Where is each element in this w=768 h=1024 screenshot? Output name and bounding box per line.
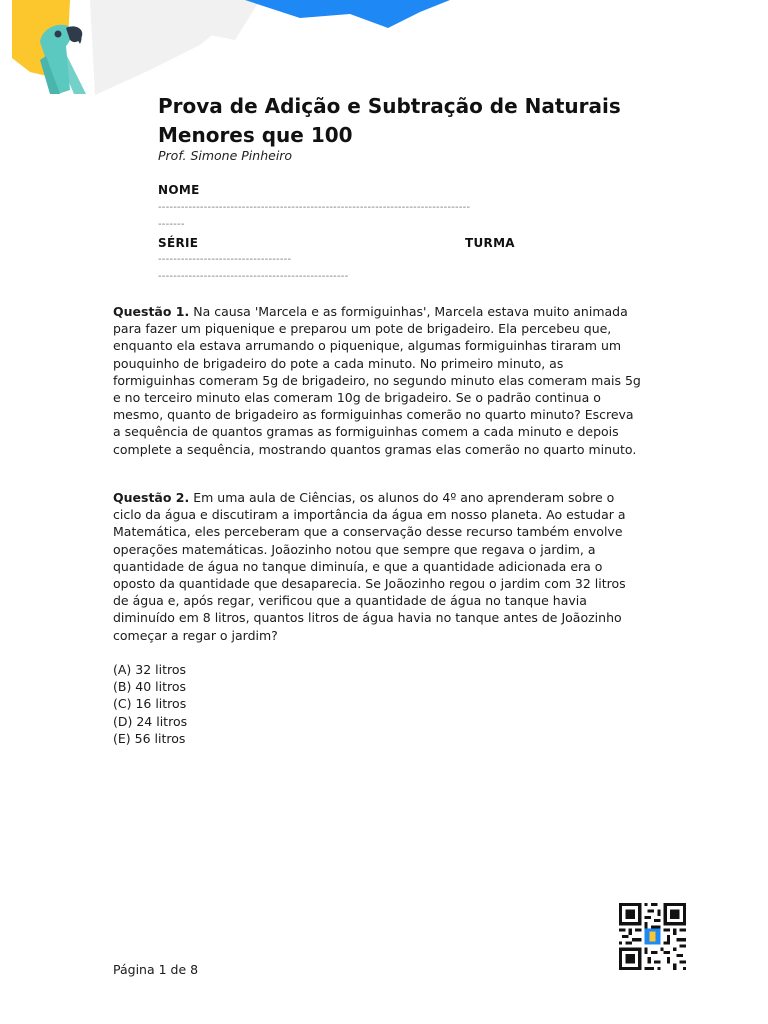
page-number: Página 1 de 8 [113, 962, 199, 977]
document-title: Prova de Adição e Subtração de Naturais Menores que 100 [158, 94, 621, 147]
question-2-options [113, 661, 187, 747]
header-decoration [0, 0, 768, 100]
question-1-label: Questão 1. [113, 304, 190, 319]
serie-label: SÉRIE [158, 236, 199, 250]
nome-line[interactable]: ---------------------------------------------------------------------------------- [158, 202, 471, 213]
turma-line[interactable]: -------------------------------------------------- [158, 271, 349, 282]
option-e[interactable]: (E) 56 litros [113, 730, 186, 746]
option-b[interactable]: (B) 40 litros [113, 679, 187, 695]
question-1-text: Na causa 'Marcela e as formiguinhas', Marcela estava muito animada para fazer um piquenique e preparou um pote de brigadeiro. Ela percebeu que, enquanto ela estava arrumando o piquenique, algumas formiguinhas tiraram um pouquinho de brigadeiro do pote a cada minuto. No primeiro minuto, as formiguinhas comeram 5g de brigadeiro, no segundo minuto elas comeram mais 5g e no terceiro minuto elas comeram 10g de brigadeiro. Se o padrão continua o mesmo, quanto de brigadeiro as formiguinhas comerão no quarto minuto? Escreva a sequência de quantos gramas as formiguinhas comem a cada minuto e depois complete a sequência, mostrando quantos gramas elas comerão no quarto minuto. [113, 304, 641, 457]
option-c[interactable]: (C) 16 litros [113, 696, 187, 712]
option-d[interactable]: (D) 24 litros [113, 713, 188, 729]
serie-line[interactable]: ----------------------------------- [158, 254, 292, 265]
question-2-text: Em uma aula de Ciências, os alunos do 4º ano aprenderam sobre o ciclo da água e discutiram a importância da água em nosso planeta. Ao estudar a Matemática, eles perceberam que a conservação desse recurso também envolve operações matemáticas. Joãozinho notou que sempre que regava o jardim, a quantidade de água no tanque diminuía, e que a quantidade adicionada era o oposto da quantidade que desaparecia. Se Joãozinho regou o jardim com 32 litros de água e, após regar, verificou que a quantidade de água no tanque havia diminuído em 8 litros, quantos litros de água havia no tanque antes de Joãozinho começar a regar o jardim? [113, 490, 626, 643]
parrot-logo-icon [40, 25, 86, 94]
author-name: Prof. Simone Pinheiro [158, 148, 293, 163]
question-2 [113, 489, 643, 644]
question-1 [113, 303, 643, 458]
question-2-label: Questão 2. [113, 490, 190, 505]
turma-label: TURMA [465, 236, 515, 250]
nome-line-continued: ------- [158, 219, 185, 230]
option-a[interactable]: (A) 32 litros [113, 662, 187, 677]
qr-code-icon [619, 903, 686, 970]
nome-label: NOME [158, 183, 200, 197]
